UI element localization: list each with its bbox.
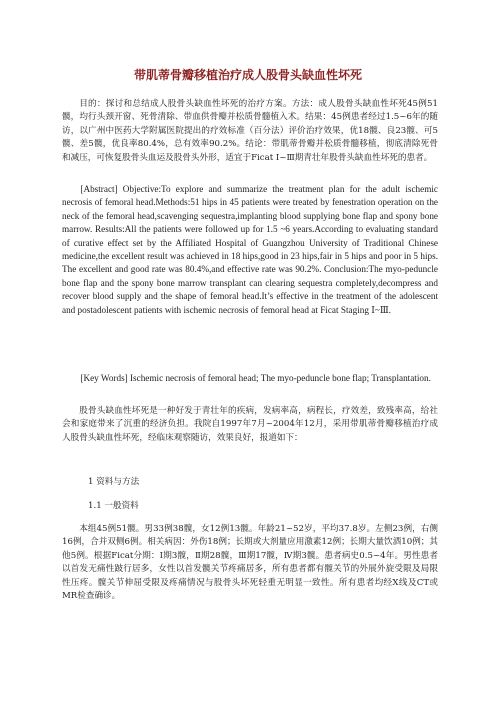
english-abstract: [Abstract] Objective:To explore and summarize the treatment plan for the adult ischemic necrosis of femoral head.Methods:51 hips in 45 patients were treated by fenestration operation on the neck of the femoral head,scavenging sequestra,implanting blood supplying bone flap and spony bone marrow. Results:All the patients were followed up for 1.5 ~6 years.According to evaluating standard of curative effect set by the Affiliated Hospital of Guangzhou University of Traditional Chinese medicine,the excellent result was achieved in 18 hips,good in 23 hips,fair in 5 hips and poor in 5 hips. The excellent and good rate was 80.4%,and effective rate was 90.2%. Conclusion:The myo-peduncle bone flap and the spony bone marrow transplant can clearing sequestra completely,decompress and recover blood supply and the shape of femoral head.It’s effective in the treatment of the adolescent and postadolescent patients with ischemic necrosis of femoral head at Ficat Staging Ⅰ~Ⅲ.: [62, 184, 438, 315]
subsection-heading: 1.1 一般资料: [88, 501, 139, 511]
english-keywords: [Key Words] Ischemic necrosis of femoral head; The myo-peduncle bone flap; Transplantation.: [80, 373, 431, 383]
article-title: 带肌蒂骨瓣移植治疗成人股骨头缺血性坏死: [133, 68, 362, 82]
body-paragraph: 本组45例51髋。男33例38髋，女12例13髋。年龄21~52岁，平均37.8岁。左侧23例，右侧16例，合并双侧6例。相关病因：外伤18例；长期或大剂量应用激素12例；长期大量饮酒10例；其他5例。根据Ficat分期：Ⅰ期3髋，Ⅱ期28髋，Ⅲ期17髋，Ⅳ期3髋。患者病史0.5~4年。男性患者以首发无痛性跛行居多，女性以首发髋关节疼痛居多，所有患者都有髋关节的外展外旋受限及局限性压疼。髋关节伸屈受限及疼痛情况与股骨头坏死轻重无明显一致性。所有患者均经X线及CT或MR检查确诊。: [62, 524, 438, 602]
introduction-paragraph: 股骨头缺血性坏死是一种好发于青壮年的疾病，发病率高，病程长，疗效差，致残率高，给社会和家庭带来了沉重的经济负担。我院自1997年7月~2004年12月，采用带肌蒂骨瓣移植治疗成人股骨头缺血性坏死，经临床观察随访，效果良好，报道如下：: [62, 406, 438, 443]
section-heading: 1 资料与方法: [88, 477, 140, 487]
chinese-abstract: 目的：探讨和总结成人股骨头缺血性坏死的治疗方案。方法：成人股骨头缺血性坏死45例51髋，均行头颈开窗、死骨清除、带血供骨瓣并松质骨髓植入术。结果：45例患者经过1.5~6年的随访，以广州中医药大学附属医院提出的疗效标准（百分法）评价治疗效果，优18髋、良23髋、可5髋、差5髋，优良率80.4%，总有效率90.2%。结论：带肌蒂骨瓣并松质骨髓移植，彻底清除死骨和减压，可恢复股骨头血运及股骨头外形，适宜于Ficat Ⅰ~Ⅲ期青壮年股骨头缺血性坏死的患者。: [62, 99, 438, 163]
